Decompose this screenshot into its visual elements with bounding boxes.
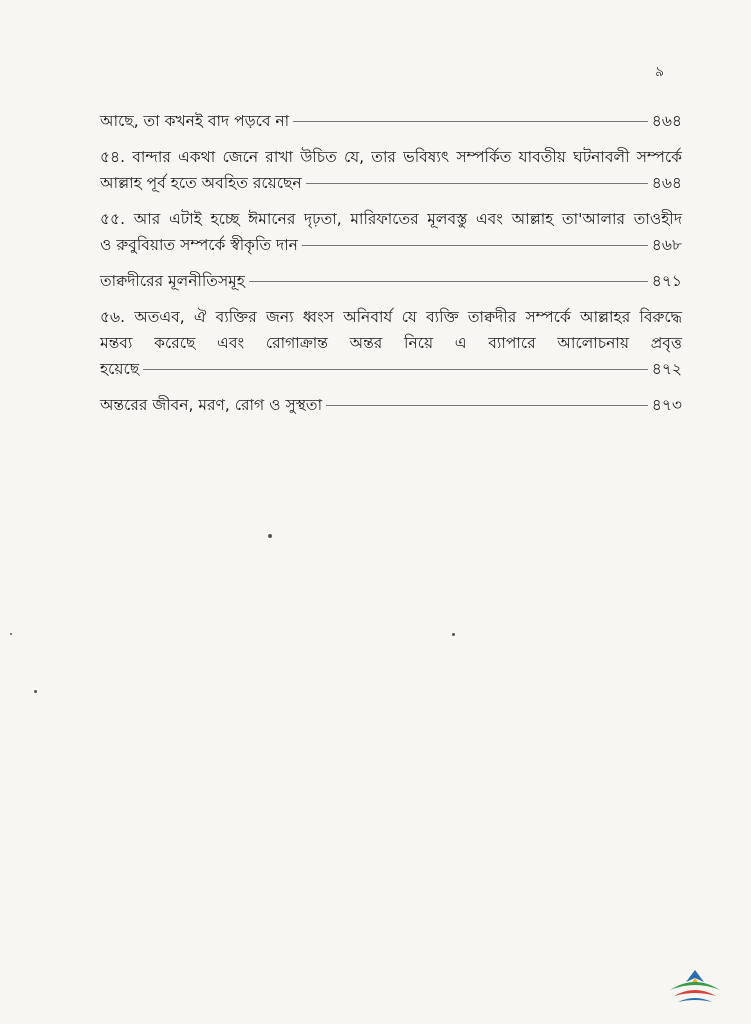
toc-entry-text: মন্তব্য করেছে এবং রোগাক্রান্ত অন্তর নিয়ে এ ব্যাপারে আলোচনায় প্রবৃত্ত <box>100 334 682 352</box>
toc-entry-last-line <box>100 268 682 294</box>
toc-entry-text: আছে, তা কখনই বাদ পড়বে না <box>100 112 290 130</box>
toc-entry-text: ও রুবুবিয়াত সম্পর্কে স্বীকৃতি দান <box>100 236 298 254</box>
page-number: ৯ <box>655 64 665 80</box>
toc-entry[interactable] <box>100 206 682 258</box>
publisher-logo-icon <box>664 966 726 1010</box>
toc-page-ref: ৪৭৩ <box>651 396 682 414</box>
toc-entry-last-line <box>100 108 682 134</box>
toc-entry-text: ৫৪. বান্দার একথা জেনে রাখা উচিত যে, তার ভবিষ্যৎ সম্পর্কিত যাবতীয় ঘটনাবলী সম্পর্কে <box>100 148 682 166</box>
toc-entry-text: হয়েছে <box>100 360 140 378</box>
toc-page-ref: ৪৭২ <box>651 360 682 378</box>
leader-line <box>143 369 648 370</box>
toc-entry-last-line <box>100 232 682 258</box>
table-of-contents <box>100 108 682 428</box>
toc-entry-last-line <box>100 356 682 382</box>
toc-entry-last-line <box>100 170 682 196</box>
toc-entry-text: তাক্বদীরের মূলনীতিসমূহ <box>100 272 245 290</box>
toc-entry-text: আল্লাহ পূর্ব হতে অবহিত রয়েছেন <box>100 174 302 192</box>
scan-speck <box>268 534 272 538</box>
scan-speck <box>452 633 455 636</box>
toc-page-ref: ৪৬৪ <box>651 112 682 130</box>
toc-page-ref: ৪৬৪ <box>651 174 682 192</box>
toc-entry[interactable] <box>100 392 682 418</box>
scan-speck <box>34 690 37 693</box>
toc-entry[interactable] <box>100 304 682 382</box>
toc-entry-text: ৫৫. আর এটাই হচ্ছে ঈমানের দৃঢ়তা, মারিফাতের মূলবস্তু এবং আল্লাহ তা'আলার তাওহীদ <box>100 210 682 228</box>
leader-line <box>326 405 648 406</box>
scan-speck <box>10 633 12 635</box>
toc-entry[interactable] <box>100 108 682 134</box>
toc-entry-text: ৫৬. অতএব, ঐ ব্যক্তির জন্য ধ্বংস অনিবার্য যে ব্যক্তি তাক্বদীর সম্পর্কে আল্লাহর বিরুদ্ধে <box>100 308 682 326</box>
leader-line <box>306 183 648 184</box>
toc-entry[interactable] <box>100 268 682 294</box>
leader-line <box>293 121 648 122</box>
toc-entry-last-line <box>100 392 682 418</box>
toc-page-ref: ৪৬৮ <box>651 236 682 254</box>
toc-entry-text: অন্তরের জীবন, মরণ, রোগ ও সুস্থতা <box>100 396 323 414</box>
toc-entry[interactable] <box>100 144 682 196</box>
leader-line <box>302 245 648 246</box>
leader-line <box>249 281 648 282</box>
toc-page-ref: ৪৭১ <box>651 272 682 290</box>
